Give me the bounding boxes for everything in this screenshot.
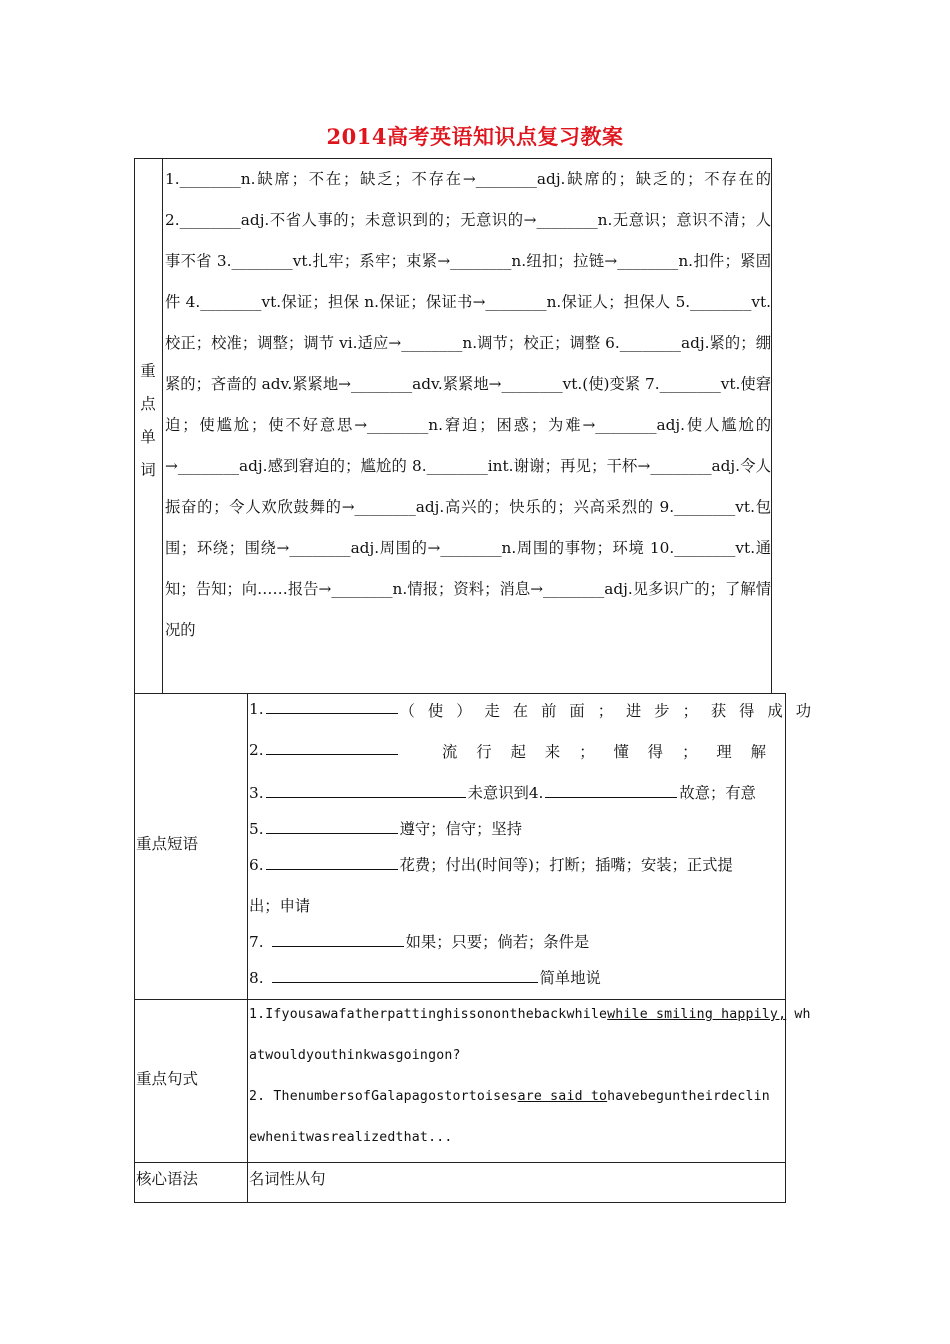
sentence-2-cont: ewhenitwasrealizedthat... [249, 1130, 453, 1145]
vocab-divider [162, 158, 163, 694]
phrase-7: 7. 如果；只要；倘若；条件是 [249, 933, 590, 951]
phrase-1: 1. （使）走在前面；进步；获得成功 [249, 700, 825, 720]
page-title: 2014高考英语知识点复习教案 [326, 124, 624, 149]
vocab-label: 重 点 单 词 [140, 362, 156, 479]
sentence-2-highlight: are said to [517, 1089, 608, 1104]
sentence-2: 2. ThenumbersofGalapagostortoisesare said tohavebeguntheirdeclin [249, 1089, 770, 1104]
row-divider-1 [134, 999, 786, 1000]
phrase-5: 5. 遵守；信守；坚持 [249, 820, 522, 838]
grammar-value: 名词性从句 [249, 1170, 326, 1188]
sentence-1-highlight: while smiling happily, [607, 1007, 787, 1022]
sentence-1-cont: atwouldyouthinkwasgoingon? [249, 1048, 461, 1063]
phrase-2: 2. 流行起来；懂得；理解 [249, 741, 785, 761]
sentences-label: 重点句式 [136, 1070, 199, 1088]
phrases-label: 重点短语 [136, 835, 199, 853]
grammar-label: 核心语法 [136, 1170, 199, 1188]
vocab-text: 1.________n.缺席；不在；缺乏；不存在→________adj.缺席的；缺乏的；不存在的 2.________adj.不省人事的；未意识到的；无意识的→________n.无意识；意识不清；人事不省 3.________vt.扎牢；系牢；束紧→________n.纽扣；拉链→________n.扣件；紧固件 4.________vt.保证；担保 n.保证；保证书→________n.保证人；担保人 5.________vt.校正；校准；调整；调节 vi.适应→________n.调节；校正；调整 6.________adj.紧的；绷紧的；吝啬的 adv.紧紧地→________adv.紧紧地→________vt.(使)变紧 7.________vt.使窘迫；使尴尬；使不好意思→________n.窘迫；困惑；为难→________adj.使人尴尬的→________adj.感到窘迫的；尴尬的 8.________int.谢谢；再见；干杯→________adj.令人振奋的；令人欢欣鼓舞的→________adj.高兴的；快乐的；兴高采烈的 9.________vt.包围；环绕；围绕→________adj.周围的→________n.周围的事物；环境 10.________vt.通知；告知；向……报告→________n.情报；资料；消息→________adj.见多识广的；了解情况的 [165, 170, 772, 639]
phrase-3-4: 3. 未意识到4. 故意；有意 [249, 784, 756, 802]
phrase-6-cont: 出；申请 [249, 897, 311, 915]
row-divider-2 [134, 1162, 786, 1163]
phrase-8: 8. 简单地说 [249, 969, 601, 987]
sentence-1: 1.Ifyousawafatherpattinghissononthebackwhilewhile smiling happily, wh [249, 1007, 811, 1022]
phrase-6: 6. 花费；付出(时间等)；打断；插嘴；安装；正式提 [249, 856, 733, 874]
main-table-divider [247, 693, 248, 1203]
